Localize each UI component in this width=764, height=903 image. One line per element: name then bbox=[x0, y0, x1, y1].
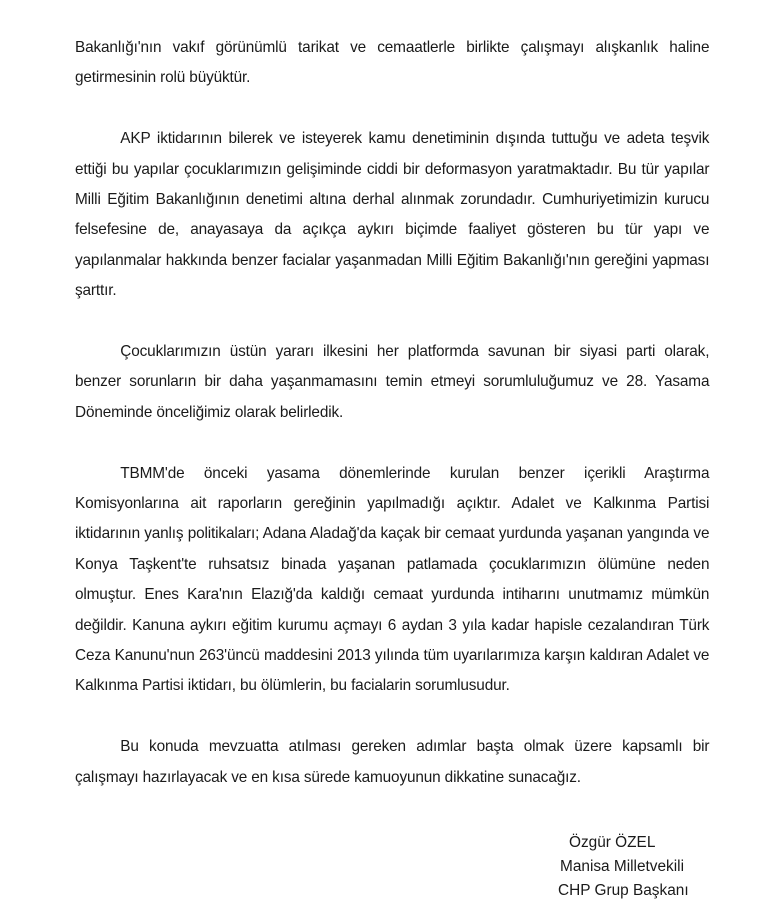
paragraph-legislation-work: Bu konuda mevzuatta atılması gereken adımlar başta olmak üzere kapsamlı bir çalışmayı hazırlayacak ve en kısa sürede kamuoyunun dikkatine sunacağız. bbox=[75, 738, 710, 786]
signatory-name: Özgür ÖZEL bbox=[569, 834, 656, 851]
paragraph-gap bbox=[75, 702, 719, 732]
paragraph-tbmm-commissions: TBMM'de önceki yasama dönemlerinde kurulan benzer içerikli Araştırma Komisyonlarına ait raporların gereğinin yapılmadığı açıktır. Adalet ve Kalkınma Partisi iktidarının yanlış politikaları; Adana Aladağ'da kaçak bir cemaat yurdunda yaşanan yangında ve Konya Taşkent'te ruhsatsız binada yaşanan patlamada çocuklarımızın ölümüne neden olmuştur. Enes Kara'nın Elazığ'da kaldığı cemaat yurdunda intiharını unutmamız mümkün değildir. Kanuna aykırı eğitim kurumu açmayı 6 aydan 3 yıla kadar hapisle cezalandıran Türk Ceza Kanunu'nun 263'üncü maddesini 2013 yılında tüm uyarılarımıza karşın kaldıran Adalet ve Kalkınma Partisi iktidarı, bu ölümlerin, bu facialarin sorumlusudur. bbox=[75, 464, 710, 695]
signatory-title: CHP Grup Başkanı bbox=[558, 882, 689, 899]
signatory-role: Manisa Milletvekili bbox=[560, 858, 685, 875]
signature-block bbox=[560, 831, 730, 903]
paragraph-gap bbox=[75, 307, 719, 337]
document-body bbox=[75, 33, 719, 793]
paragraph-ministry-habit: Bakanlığı'nın vakıf görünümlü tarikat ve cemaatlerle birlikte çalışmayı alışkanlık haline getirmesinin rolü büyüktür. bbox=[75, 39, 710, 87]
paragraph-children-interest: Çocuklarımızın üstün yararı ilkesini her platformda savunan bir siyasi parti olarak, benzer sorunların bir daha yaşanmamasını temin etmeyi sorumluluğumuz ve 28. Yasama Döneminde önceliğimiz olarak belirledik. bbox=[75, 343, 710, 421]
paragraph-gap bbox=[75, 428, 719, 458]
paragraph-gap bbox=[75, 94, 719, 124]
paragraph-akp-structures: AKP iktidarının bilerek ve isteyerek kamu denetiminin dışında tuttuğu ve adeta teşvik ettiği bu yapılar çocuklarımızın gelişiminde ciddi bir deformasyon yaratmaktadır. Bu tür yapılar Milli Eğitim Bakanlığının denetimi altına derhal alınmak zorundadır. Cumhuriyetimizin kurucu felsefesine de, anayasaya da açıkça aykırı biçimde faaliyet gösteren bu tür yapı ve yapılanmalar hakkında benzer facialar yaşanmadan Milli Eğitim Bakanlığı'nın gereğini yapması şarttır. bbox=[75, 130, 710, 300]
